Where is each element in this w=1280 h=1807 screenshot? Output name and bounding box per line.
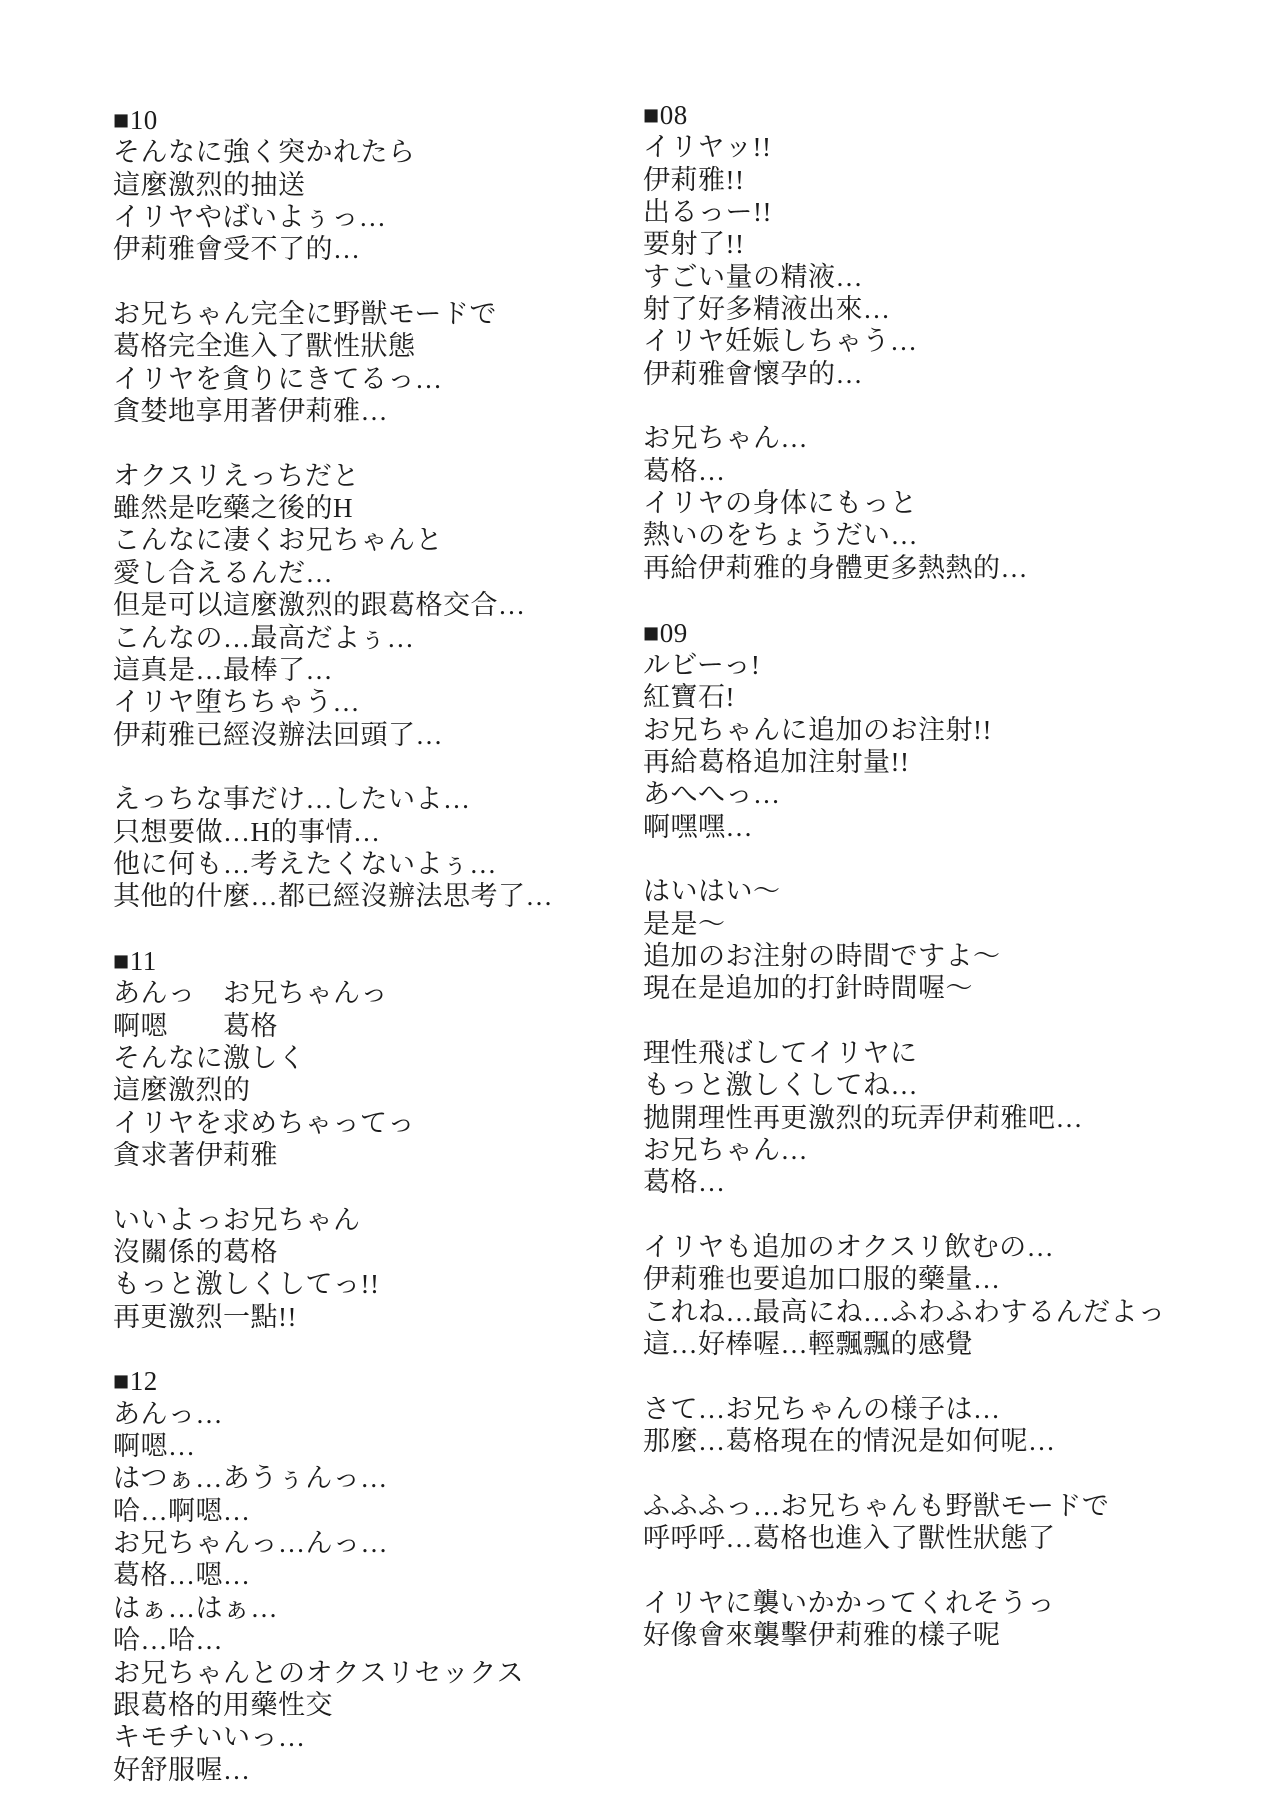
blank-line <box>113 266 553 298</box>
text-line: 伊莉雅!! <box>643 164 745 195</box>
text-line: 這…好棒喔…輕飄飄的感覺 <box>643 1329 973 1360</box>
text-line: ふふふっ…お兄ちゃんも野獣モードで <box>643 1490 1110 1521</box>
text-line: お兄ちゃんに追加のお注射!! <box>643 714 992 745</box>
blank-line <box>643 1005 1166 1037</box>
text-line: 紅寶石! <box>643 682 735 713</box>
text-line: 出るっー!! <box>643 197 772 228</box>
text-line: ルビーっ! <box>643 649 761 680</box>
blank-line <box>643 1360 1166 1392</box>
text-line: 但是可以這麼激烈的跟葛格交合… <box>113 590 526 621</box>
text-line: 再給伊莉雅的身體更多熱熱的… <box>643 552 1028 583</box>
text-line: 伊莉雅也要追加口服的藥量… <box>643 1264 1001 1295</box>
blank-line <box>113 427 553 459</box>
text-line: 伊莉雅已經沒辦法回頭了… <box>113 719 443 750</box>
left-column <box>113 104 553 1786</box>
text-line: 只想要做…H的事情… <box>113 816 381 847</box>
text-line: キモチいいっ… <box>113 1722 306 1753</box>
text-line: お兄ちゃん完全に野獣モードで <box>113 299 497 330</box>
text-line: 跟葛格的用藥性交 <box>113 1689 333 1720</box>
blank-line <box>643 1199 1166 1231</box>
text-line: さて…お兄ちゃんの様子は… <box>643 1393 1001 1424</box>
text-line: 葛格… <box>643 455 726 486</box>
text-line: こんなに凄くお兄ちゃんと <box>113 525 443 556</box>
text-line: 其他的什麼…都已經沒辦法思考了… <box>113 881 553 912</box>
text-line: 那麼…葛格現在的情況是如何呢… <box>643 1426 1056 1457</box>
text-line: すごい量の精液… <box>643 261 863 292</box>
text-line: 現在是追加的打針時間喔～ <box>643 973 973 1004</box>
text-line: こんなの…最高だよぅ… <box>113 622 415 653</box>
text-line: イリヤも追加のオクスリ飲むの… <box>643 1232 1055 1263</box>
text-line: お兄ちゃんとのオクスリセックス <box>113 1657 525 1688</box>
text-line: 葛格…嗯… <box>113 1560 251 1591</box>
text-line: 沒關係的葛格 <box>113 1237 278 1268</box>
section-heading: ■10 <box>113 105 158 135</box>
text-line: これね…最高にね…ふわふわするんだよっ <box>643 1296 1166 1327</box>
text-line: もっと激しくしてね… <box>643 1070 918 1101</box>
text-line: お兄ちゃんっ…んっ… <box>113 1528 388 1559</box>
text-line: お兄ちゃん… <box>643 1135 808 1165</box>
text-line: 伊莉雅會受不了的… <box>113 234 361 265</box>
text-line: 愛し合えるんだ… <box>113 557 333 588</box>
text-line: えっちな事だけ…したいよ… <box>113 784 471 815</box>
text-line: 啊嘿嘿… <box>643 811 753 842</box>
text-line: はぁ…はぁ… <box>113 1592 278 1623</box>
text-line: はいはい～ <box>643 876 781 907</box>
text-line: 這真是…最棒了… <box>113 654 333 685</box>
blank-line <box>643 390 1166 422</box>
text-line: イリヤ妊娠しちゃう… <box>643 326 918 357</box>
text-line: イリヤを求めちゃってっ <box>113 1107 415 1138</box>
text-line: 哈…啊嗯… <box>113 1495 251 1526</box>
text-line: イリヤッ!! <box>643 132 772 163</box>
text-line: 啊嗯… <box>113 1431 196 1462</box>
blank-line <box>643 1554 1166 1586</box>
text-line: オクスリえっちだと <box>113 460 360 491</box>
text-line: 葛格… <box>643 1167 726 1198</box>
text-line: イリヤ堕ちちゃう… <box>113 687 360 718</box>
text-line: 好舒服喔… <box>113 1754 251 1785</box>
text-line: 追加のお注射の時間ですよ～ <box>643 940 1001 971</box>
blank-line <box>113 913 553 945</box>
text-line: 伊莉雅會懷孕的… <box>643 358 863 389</box>
text-line: 射了好多精液出來… <box>643 294 891 325</box>
text-line: あんっ お兄ちゃんっ <box>113 978 388 1009</box>
text-line: 雖然是吃藥之後的H <box>113 493 353 524</box>
blank-line <box>643 843 1166 875</box>
text-line: 啊嗯 葛格 <box>113 1010 278 1041</box>
blank-line <box>113 1333 553 1365</box>
text-line: はつぁ…あうぅんっ… <box>113 1463 388 1494</box>
text-line: 哈…哈… <box>113 1625 223 1656</box>
text-line: 好像會來襲擊伊莉雅的樣子呢 <box>643 1620 1001 1651</box>
text-line: 再更激烈一點!! <box>113 1301 297 1332</box>
text-line: あへへっ… <box>643 779 781 810</box>
section-heading: ■11 <box>113 945 157 976</box>
text-line: 貪婪地享用著伊莉雅… <box>113 396 388 427</box>
text-line: 他に何も…考えたくないよぅ… <box>113 848 497 879</box>
text-line: 葛格完全進入了獸性狀態 <box>113 331 416 362</box>
blank-line <box>113 751 553 783</box>
text-line: イリヤの身体にもっと <box>643 488 918 519</box>
text-line: そんなに強く突かれたら <box>113 137 416 168</box>
text-line: いいよっお兄ちゃん <box>113 1204 361 1235</box>
section-heading: ■12 <box>113 1366 158 1397</box>
text-line: 是是～ <box>643 908 726 939</box>
text-line: 理性飛ばしてイリヤに <box>643 1037 918 1068</box>
text-line: お兄ちゃん… <box>643 423 808 454</box>
text-line: あんっ… <box>113 1398 223 1429</box>
text-line: 熱いのをちょうだい… <box>643 520 918 551</box>
section-heading: ■09 <box>643 617 688 648</box>
text-line: イリヤに襲いかかってくれそうっ <box>643 1587 1055 1618</box>
text-line: 再給葛格追加注射量!! <box>643 746 910 777</box>
text-line: 這麼激烈的 <box>113 1075 251 1106</box>
blank-line <box>643 584 1166 616</box>
text-line: 要射了!! <box>643 229 745 260</box>
text-line: 呼呼呼…葛格也進入了獸性狀態了 <box>643 1523 1056 1554</box>
section-heading: ■08 <box>643 100 688 130</box>
blank-line <box>113 1171 553 1203</box>
text-line: 貪求著伊莉雅 <box>113 1140 278 1170</box>
text-line: そんなに激しく <box>113 1042 306 1073</box>
text-line: 拋開理性再更激烈的玩弄伊莉雅吧… <box>643 1102 1083 1133</box>
right-column <box>643 99 1166 1652</box>
text-line: 這麼激烈的抽送 <box>113 169 306 200</box>
blank-line <box>643 1457 1166 1489</box>
text-line: もっと激しくしてっ!! <box>113 1269 380 1300</box>
text-line: イリヤやばいよぅっ… <box>113 202 387 233</box>
text-line: イリヤを貪りにきてるっ… <box>113 363 443 394</box>
